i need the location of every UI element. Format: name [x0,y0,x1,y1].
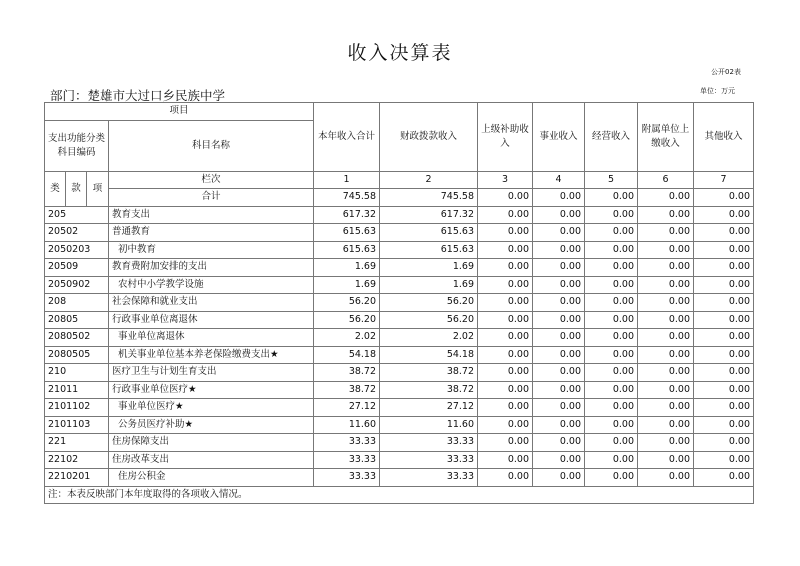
value-cell: 0.00 [585,381,638,399]
value-cell: 0.00 [638,224,694,242]
value-cell: 0.00 [478,241,533,259]
value-cell: 0.00 [638,346,694,364]
subject-code: 208 [45,294,109,312]
subject-code: 2210201 [45,469,109,487]
subject-name: 普通教育 [109,224,314,242]
total-cell: 0.00 [585,189,638,207]
value-cell: 1.69 [314,259,380,277]
subject-name: 初中教育 [109,241,314,259]
value-cell: 0.00 [585,364,638,382]
value-cell: 0.00 [638,469,694,487]
value-cell: 11.60 [314,416,380,434]
subject-name: 住房公积金 [109,469,314,487]
value-cell: 0.00 [585,311,638,329]
value-cell: 0.00 [533,451,585,469]
subject-name: 医疗卫生与计划生育支出 [109,364,314,382]
value-cell: 0.00 [694,399,754,417]
total-cell: 745.58 [314,189,380,207]
value-cell: 0.00 [533,329,585,347]
header-col-3: 上级补助收入 [478,103,533,172]
value-cell: 0.00 [638,259,694,277]
subject-code: 2080505 [45,346,109,364]
value-cell: 0.00 [478,294,533,312]
form-code: 公开02表 [711,68,741,76]
value-cell: 615.63 [314,224,380,242]
total-cell: 0.00 [694,189,754,207]
income-table [44,102,754,504]
value-cell: 0.00 [585,416,638,434]
value-cell: 0.00 [533,381,585,399]
value-cell: 0.00 [694,329,754,347]
value-cell: 0.00 [533,276,585,294]
subject-name: 行政事业单位医疗★ [109,381,314,399]
value-cell: 38.72 [314,364,380,382]
value-cell: 0.00 [694,276,754,294]
value-cell: 0.00 [638,294,694,312]
value-cell: 0.00 [585,399,638,417]
subject-name: 事业单位医疗★ [109,399,314,417]
value-cell: 0.00 [478,206,533,224]
value-cell: 0.00 [694,364,754,382]
value-cell: 0.00 [638,364,694,382]
value-cell: 0.00 [694,311,754,329]
table-row [45,434,754,452]
subject-name: 农村中小学教学设施 [109,276,314,294]
col-num: 3 [478,171,533,189]
value-cell: 54.18 [380,346,478,364]
value-cell: 617.32 [314,206,380,224]
value-cell: 0.00 [638,206,694,224]
value-cell: 0.00 [638,311,694,329]
value-cell: 615.63 [380,224,478,242]
value-cell: 0.00 [478,451,533,469]
total-cell: 745.58 [380,189,478,207]
subject-code: 2080502 [45,329,109,347]
col-num: 4 [533,171,585,189]
value-cell: 33.33 [380,451,478,469]
value-cell: 0.00 [533,224,585,242]
header-subject-name: 科目名称 [109,120,314,171]
value-cell: 0.00 [478,311,533,329]
value-cell: 0.00 [478,364,533,382]
subject-code: 20509 [45,259,109,277]
value-cell: 0.00 [585,451,638,469]
subject-code: 221 [45,434,109,452]
value-cell: 27.12 [314,399,380,417]
value-cell: 0.00 [533,364,585,382]
department-label: 部门：楚雄市大过口乡民族中学 [50,88,226,103]
header-col-4: 事业收入 [533,103,585,172]
value-cell: 38.72 [380,381,478,399]
subject-name: 公务员医疗补助★ [109,416,314,434]
table-row [45,346,754,364]
value-cell: 0.00 [638,381,694,399]
value-cell: 0.00 [533,311,585,329]
subject-name: 行政事业单位离退休 [109,311,314,329]
header-row-1 [45,103,754,121]
subject-name: 事业单位离退休 [109,329,314,347]
value-cell: 56.20 [314,311,380,329]
value-cell: 0.00 [694,241,754,259]
value-cell: 0.00 [478,416,533,434]
total-cell: 0.00 [533,189,585,207]
value-cell: 0.00 [533,241,585,259]
value-cell: 0.00 [694,259,754,277]
col-num: 5 [585,171,638,189]
col-num: 7 [694,171,754,189]
value-cell: 33.33 [314,451,380,469]
value-cell: 54.18 [314,346,380,364]
subject-code: 205 [45,206,109,224]
value-cell: 0.00 [638,241,694,259]
value-cell: 0.00 [638,329,694,347]
value-cell: 33.33 [380,469,478,487]
table-row [45,294,754,312]
value-cell: 0.00 [585,434,638,452]
table-row [45,381,754,399]
subject-code: 2050902 [45,276,109,294]
value-cell: 0.00 [585,259,638,277]
value-cell: 0.00 [478,276,533,294]
value-cell: 0.00 [638,276,694,294]
total-cell: 0.00 [638,189,694,207]
value-cell: 0.00 [478,224,533,242]
header-col-1: 本年收入合计 [314,103,380,172]
header-col-5: 经营收入 [585,103,638,172]
header-col-6: 附属单位上缴收入 [638,103,694,172]
table-row [45,364,754,382]
value-cell: 0.00 [694,451,754,469]
value-cell: 0.00 [585,241,638,259]
value-cell: 0.00 [478,434,533,452]
table-row [45,329,754,347]
table-row [45,399,754,417]
value-cell: 0.00 [638,451,694,469]
subject-code: 20502 [45,224,109,242]
value-cell: 0.00 [638,434,694,452]
value-cell: 615.63 [380,241,478,259]
value-cell: 0.00 [585,346,638,364]
subject-code: 2101102 [45,399,109,417]
value-cell: 0.00 [478,469,533,487]
value-cell: 1.69 [380,276,478,294]
value-cell: 1.69 [314,276,380,294]
subject-code: 210 [45,364,109,382]
value-cell: 33.33 [314,469,380,487]
value-cell: 33.33 [314,434,380,452]
col-num: 1 [314,171,380,189]
header-xiang: 项 [87,171,109,206]
value-cell: 0.00 [585,276,638,294]
value-cell: 56.20 [314,294,380,312]
value-cell: 38.72 [380,364,478,382]
header-lei: 类 [45,171,66,206]
value-cell: 38.72 [314,381,380,399]
col-num: 2 [380,171,478,189]
value-cell: 0.00 [585,206,638,224]
value-cell: 0.00 [533,434,585,452]
subject-name: 教育支出 [109,206,314,224]
total-row [45,189,754,207]
value-cell: 2.02 [314,329,380,347]
value-cell: 0.00 [694,416,754,434]
table-row [45,241,754,259]
value-cell: 56.20 [380,311,478,329]
value-cell: 2.02 [380,329,478,347]
value-cell: 0.00 [478,346,533,364]
value-cell: 0.00 [533,206,585,224]
value-cell: 0.00 [533,346,585,364]
value-cell: 0.00 [585,469,638,487]
value-cell: 0.00 [533,294,585,312]
header-row-4 [45,171,754,189]
value-cell: 27.12 [380,399,478,417]
subject-code: 21011 [45,381,109,399]
value-cell: 0.00 [478,259,533,277]
table-row [45,416,754,434]
table-row [45,451,754,469]
header-project: 项目 [45,103,314,121]
header-lanci: 栏次 [109,171,314,189]
subject-name: 住房改革支出 [109,451,314,469]
total-cell: 0.00 [478,189,533,207]
value-cell: 0.00 [533,469,585,487]
value-cell: 11.60 [380,416,478,434]
table-row [45,259,754,277]
subject-name: 社会保障和就业支出 [109,294,314,312]
subject-code: 20805 [45,311,109,329]
subject-name: 住房保障支出 [109,434,314,452]
value-cell: 0.00 [638,416,694,434]
total-label: 合计 [109,189,314,207]
value-cell: 0.00 [694,294,754,312]
value-cell: 0.00 [478,399,533,417]
value-cell: 617.32 [380,206,478,224]
table-row [45,276,754,294]
value-cell: 0.00 [585,294,638,312]
table-row [45,206,754,224]
header-col-7: 其他收入 [694,103,754,172]
header-col-2: 财政拨款收入 [380,103,478,172]
value-cell: 1.69 [380,259,478,277]
unit-label: 单位：万元 [700,87,735,95]
value-cell: 615.63 [314,241,380,259]
value-cell: 0.00 [694,224,754,242]
subject-code: 2101103 [45,416,109,434]
note-row [45,486,754,504]
page-title: 收入决算表 [347,42,453,64]
table-note: 注：本表反映部门本年度取得的各项收入情况。 [45,486,754,504]
header-kuan: 款 [66,171,87,206]
value-cell: 0.00 [694,434,754,452]
value-cell: 0.00 [694,469,754,487]
value-cell: 0.00 [478,381,533,399]
value-cell: 0.00 [478,329,533,347]
subject-name: 机关事业单位基本养老保险缴费支出★ [109,346,314,364]
value-cell: 0.00 [585,329,638,347]
value-cell: 0.00 [638,399,694,417]
value-cell: 0.00 [694,381,754,399]
table-row [45,311,754,329]
value-cell: 33.33 [380,434,478,452]
header-function-code: 支出功能分类科目编码 [45,120,109,171]
value-cell: 0.00 [694,346,754,364]
subject-name: 教育费附加安排的支出 [109,259,314,277]
col-num: 6 [638,171,694,189]
value-cell: 0.00 [694,206,754,224]
table-row [45,224,754,242]
value-cell: 0.00 [585,224,638,242]
value-cell: 0.00 [533,259,585,277]
subject-code: 2050203 [45,241,109,259]
value-cell: 56.20 [380,294,478,312]
table-row [45,469,754,487]
value-cell: 0.00 [533,416,585,434]
value-cell: 0.00 [533,399,585,417]
subject-code: 22102 [45,451,109,469]
